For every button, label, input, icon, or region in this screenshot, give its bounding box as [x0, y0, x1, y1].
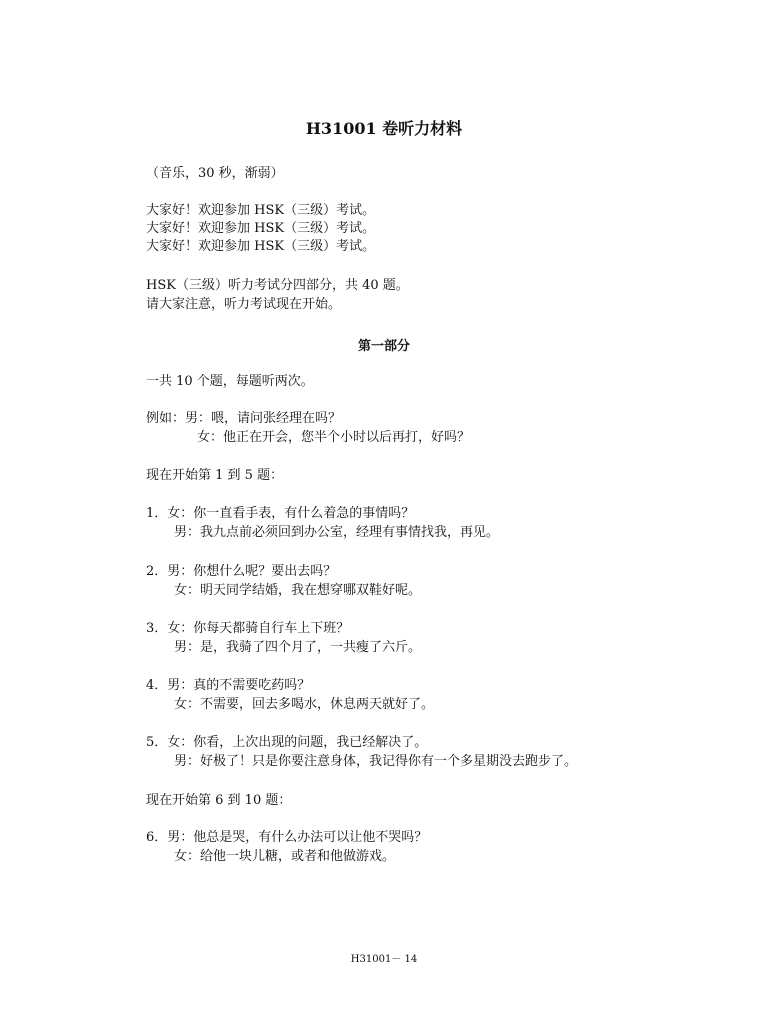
page-title: H31001 卷听力材料	[305, 119, 463, 138]
intro-line: HSK（三级）听力考试分四部分，共 40 题。	[146, 278, 409, 293]
greeting-line: 大家好！欢迎参加 HSK（三级）考试。	[146, 221, 376, 236]
question-line: 男：好极了！只是你要注意身体，我记得你有一个多星期没去跑步了。	[174, 754, 578, 769]
greeting-line: 大家好！欢迎参加 HSK（三级）考试。	[146, 203, 376, 218]
section-instruction: 一共 10 个题，每题听两次。	[146, 374, 314, 389]
example-line: 女：他正在开会，您半个小时以后再打，好吗？	[197, 430, 471, 445]
intro-line: 请大家注意，听力考试现在开始。	[146, 297, 342, 312]
question-line: 女：不需要，回去多喝水，休息两天就好了。	[174, 697, 435, 712]
question-line: 5．女：你看，上次出现的问题，我已经解决了。	[146, 735, 428, 750]
start-instruction: 现在开始第 1 到 5 题：	[146, 468, 284, 483]
question-line: 4．男：真的不需要吃药吗？	[146, 678, 311, 693]
question-line: 女：给他一块儿糖，或者和他做游戏。	[174, 849, 396, 864]
question-line: 6．男：他总是哭，有什么办法可以让他不哭吗？	[146, 830, 428, 845]
question-line: 2．男：你想什么呢？要出去吗？	[146, 564, 337, 579]
question-line: 男：是，我骑了四个月了，一共瘦了六斤。	[174, 640, 422, 655]
start-instruction: 现在开始第 6 到 10 题：	[146, 793, 292, 808]
music-note: （音乐，30 秒，渐弱）	[146, 166, 284, 181]
example-line: 例如：男：喂，请问张经理在吗？	[146, 411, 342, 426]
question-line: 3．女：你每天都骑自行车上下班？	[146, 621, 350, 636]
question-line: 女：明天同学结婚，我在想穿哪双鞋好呢。	[174, 583, 422, 598]
page-footer: H31001－ 14	[350, 954, 418, 965]
section-title: 第一部分	[357, 339, 410, 354]
greeting-line: 大家好！欢迎参加 HSK（三级）考试。	[146, 239, 376, 254]
question-line: 1．女：你一直看手表，有什么着急的事情吗？	[146, 506, 415, 521]
question-line: 男：我九点前必须回到办公室，经理有事情找我，再见。	[174, 525, 500, 540]
